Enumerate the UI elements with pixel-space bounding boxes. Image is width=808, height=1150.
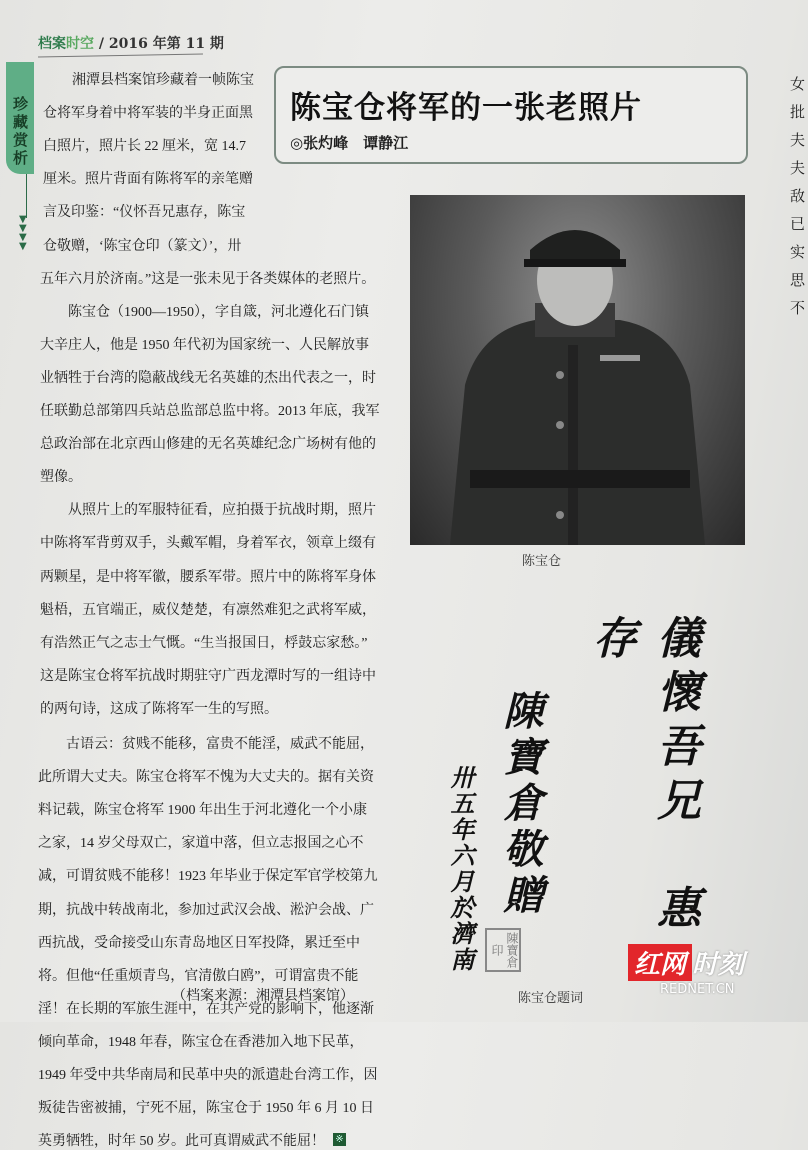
- article-line: 两颗星，是中将军徽，腰系军带。照片中的陈将军身体: [40, 569, 376, 585]
- article-line: 西抗战，受命接受山东青岛地区日军投降，累迁至中: [38, 935, 360, 951]
- inscription-date: 卅五年六月於濟南: [446, 765, 475, 973]
- arrow-down-icons: ▼ ▼ ▼ ▼: [19, 214, 27, 252]
- article-line: 五年六月於济南。”这是一张未见于各类媒体的老照片。: [40, 271, 376, 287]
- magazine-name-part1: 档案: [38, 36, 66, 52]
- seal-stamp: 陳寶倉印: [485, 928, 521, 972]
- article-line: 1949 年受中共华南局和民革中央的派遣赴台湾工作，因: [38, 1068, 378, 1083]
- article-line: 言及印鉴：“仪怀吾兄惠存，陈宝: [43, 205, 246, 221]
- portrait-photo: [410, 195, 745, 545]
- inscription-signature: 陳寶倉敬贈: [497, 690, 544, 920]
- article-line: 厘米。照片背面有陈将军的亲笔赠: [43, 172, 253, 188]
- article-line: 任联勤总部第四兵站总监部总监中将。2013 年底，我军: [40, 404, 380, 419]
- portrait-figure: [410, 195, 745, 545]
- article-line: 此所谓大丈夫。陈宝仓将军不愧为大丈夫的。据有关资: [38, 770, 374, 786]
- article-line: 淫！在长期的军旅生涯中，在共产党的影响下，他逐渐: [38, 1001, 374, 1017]
- inscription-caption: 陈宝仓题词: [518, 991, 584, 1006]
- article-authors: ◎张灼峰 谭静江: [290, 134, 409, 152]
- article-title: 陈宝仓将军的一张老照片: [290, 90, 642, 126]
- article-line: 有浩然正气之志士气慨。“生当报国日，桴鼓忘家愁。”: [40, 635, 368, 651]
- article-line: 的两句诗，这成了陈将军一生的写照。: [40, 701, 278, 717]
- section-tab: 珍藏赏析: [6, 62, 34, 174]
- article-line: 总政治部在北京西山修建的无名英雄纪念广场树有他的: [40, 437, 376, 453]
- watermark-part2: 时刻: [692, 950, 745, 980]
- title-box: [274, 66, 748, 164]
- watermark-part1: 红网: [628, 944, 692, 981]
- magazine-header: [38, 33, 224, 53]
- magazine-name-part2: 时空: [66, 36, 94, 52]
- article-line: 仓将军身着中将军装的半身正面黑: [43, 106, 253, 122]
- article-line: 白照片，照片长 22 厘米，宽 14.7: [43, 139, 246, 155]
- article-line: 期，抗战中转战南北，参加过武汉会战、淞沪会战、广: [38, 902, 374, 918]
- tab-divider: [26, 174, 27, 218]
- article-line: 料记载，陈宝仓将军 1900 年出生于河北遵化一个小康: [38, 803, 367, 819]
- end-mark-icon: ※: [333, 1133, 346, 1146]
- article-line: 叛徒告密被捕，宁死不屈，陈宝仓于 1950 年 6 月 10 日: [38, 1101, 374, 1117]
- article-line: 大辛庄人，他是 1950 年代初为国家统一、人民解放事: [40, 337, 369, 353]
- article-line: 塑像。: [40, 470, 82, 486]
- article-line: 之家，14 岁父母双亡，家道中落，但立志报国之心不: [38, 836, 364, 852]
- article-line: 减，可谓贫贱不能移！1923 年毕业于保定军官学校第九: [38, 869, 378, 885]
- article-line: 陈宝仓（1900—1950），字自箴，河北遵化石门镇: [40, 304, 369, 320]
- article-line: 将。但他“任重烦青鸟，官清傲白鸥”，可谓富贵不能: [38, 968, 359, 984]
- watermark-url: REDNET.CN: [660, 982, 735, 997]
- article-line: 湘潭县档案馆珍藏着一帧陈宝: [72, 73, 254, 88]
- article-line: 业牺牲于台湾的隐蔽战线无名英雄的杰出代表之一，时: [40, 370, 376, 386]
- article-line: 从照片上的军服特征看，应拍摄于抗战时期，照片: [40, 503, 376, 519]
- article-line: 英勇牺牲，时年 50 岁。此可真谓威武不能屈！: [38, 1134, 325, 1150]
- article-line: 中陈将军背剪双手，头戴军帽，身着军衣，领章上缀有: [40, 536, 376, 552]
- rednet-watermark: [628, 944, 745, 997]
- article-line: 仓敬赠，‘陈宝仓印（篆文）’，卅: [43, 238, 242, 254]
- archive-source: （档案来源：湘潭县档案馆）: [172, 989, 354, 1004]
- article-line: 倾向革命，1948 年春，陈宝仓在香港加入地下民革，: [38, 1034, 364, 1050]
- next-page-edge-text: 女批夫夫敌已实思不: [790, 75, 806, 317]
- photo-caption: 陈宝仓: [522, 554, 562, 569]
- article-line: 古语云：贫贱不能移，富贵不能淫，威武不能屈，: [38, 737, 374, 752]
- issue-number: / 2016 年第 11 期: [94, 36, 224, 52]
- header-rule: [38, 54, 203, 58]
- article-line: 魁梧，五官端正，威仪楚楚，有凛然难犯之武将军威，: [40, 602, 376, 618]
- inscription-dedication: 儀懷吾兄 惠存: [585, 615, 700, 939]
- article-line: 这是陈宝仓将军抗战时期驻守广西龙潭时写的一组诗中: [40, 668, 376, 684]
